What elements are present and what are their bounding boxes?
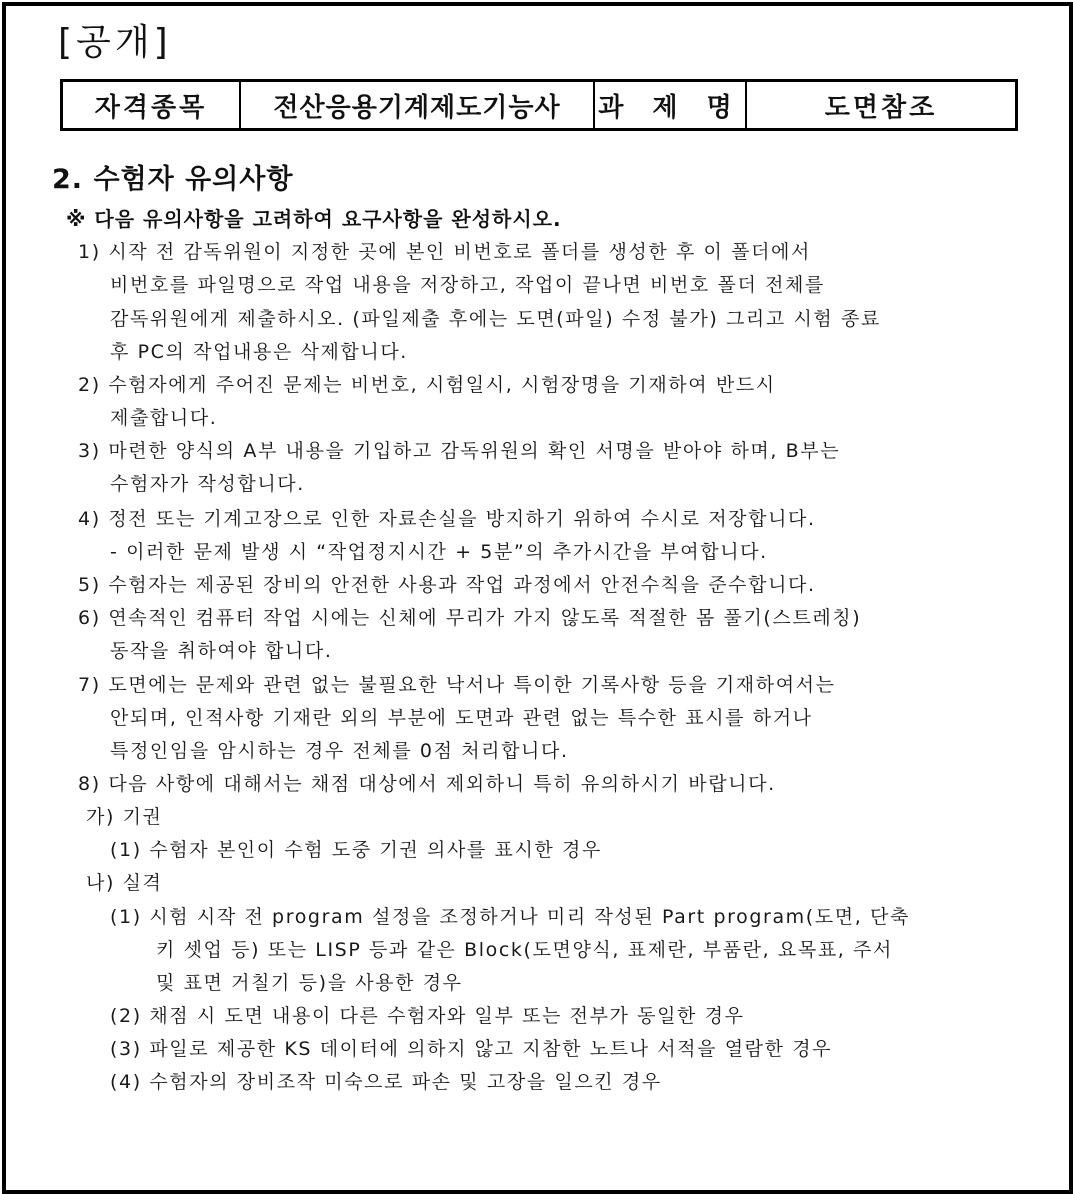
rule-line: 8) 다음 사항에 대해서는 채점 대상에서 제외하니 특히 유의하시기 바랍니다. [78,773,776,795]
rule-line: 및 표면 거칠기 등)을 사용한 경우 [156,972,463,994]
rule-line: (1) 수험자 본인이 수험 도중 기권 의사를 표시한 경우 [110,839,602,861]
rule-line: 제출합니다. [110,407,218,429]
rule-line: 특정인임을 암시하는 경우 전체를 0점 처리합니다. [110,740,569,762]
rule-line: 안되며, 인적사항 기재란 외의 부분에 도면과 관련 없는 특수한 표시를 하거나 [110,707,813,729]
rule-line: 가) 기권 [86,806,163,828]
rule-line: 3) 마련한 양식의 A부 내용을 기입하고 감독위원의 확인 서명을 받아야 하며, B부는 [78,440,841,462]
notice-line: ※ 다음 유의사항을 고려하여 요구사항을 완성하시오. [66,207,562,231]
rule-line: (1) 시험 시작 전 program 설정을 조정하거나 미리 작성된 Part program(도면, 단축 [110,906,910,928]
rule-line: 4) 정전 또는 기계고장으로 인한 자료손실을 방지하기 위하여 수시로 저장합니다. [78,508,816,530]
rule-line: (2) 채점 시 도면 내용이 다른 수험자와 일부 또는 전부가 동일한 경우 [110,1005,745,1027]
rule-line: 나) 실격 [86,872,163,894]
qualification-value: 전산응용기계제도기능사 [241,82,595,128]
rule-line: 수험자가 작성합니다. [110,473,305,495]
rule-line: (4) 수험자의 장비조작 미숙으로 파손 및 고장을 일으킨 경우 [110,1071,662,1093]
rule-line: 감독위원에게 제출하시오. (파일제출 후에는 도면(파일) 수정 불가) 그리고 시험 종료 [110,308,881,330]
rule-line: 5) 수험자는 제공된 장비의 안전한 사용과 작업 과정에서 안전수칙을 준수합니다. [78,574,816,596]
rule-line: 7) 도면에는 문제와 관련 없는 불필요한 낙서나 특이한 기록사항 등을 기재하여서는 [78,674,836,696]
rule-line: 동작을 취하여야 합니다. [110,640,333,662]
section-title: 2. 수험자 유의사항 [52,164,294,195]
rule-line: - 이러한 문제 발생 시 “작업정지시간 + 5분”의 추가시간을 부여합니다. [110,541,768,563]
rule-line: 2) 수험자에게 주어진 문제는 비번호, 시험일시, 시험장명을 기재하여 반드시 [78,374,776,396]
rule-line: (3) 파일로 제공한 KS 데이터에 의하지 않고 지참한 노트나 서적을 열람한 경우 [110,1038,833,1060]
rule-line: 6) 연속적인 컴퓨터 작업 시에는 신체에 무리가 가지 않도록 적절한 몸 풀기(스트레칭) [78,607,862,629]
rule-line: 후 PC의 작업내용은 삭제합니다. [110,341,408,363]
qualification-label: 자격종목 [63,82,241,128]
rule-line: 키 셋업 등) 또는 LISP 등과 같은 Block(도면양식, 표제란, 부품란, 요목표, 주서 [156,939,893,961]
rule-line: 비번호를 파일명으로 작업 내용을 저장하고, 작업이 끝나면 비번호 폴더 전체를 [110,274,825,296]
task-label: 과 제 명 [595,82,747,128]
task-value: 도면참조 [824,92,938,123]
info-table [60,79,1018,131]
disclosure-stamp: [공개] [58,22,172,63]
rule-line: 1) 시작 전 감독위원이 지정한 곳에 본인 비번호로 폴더를 생성한 후 이 폴더에서 [78,241,811,263]
